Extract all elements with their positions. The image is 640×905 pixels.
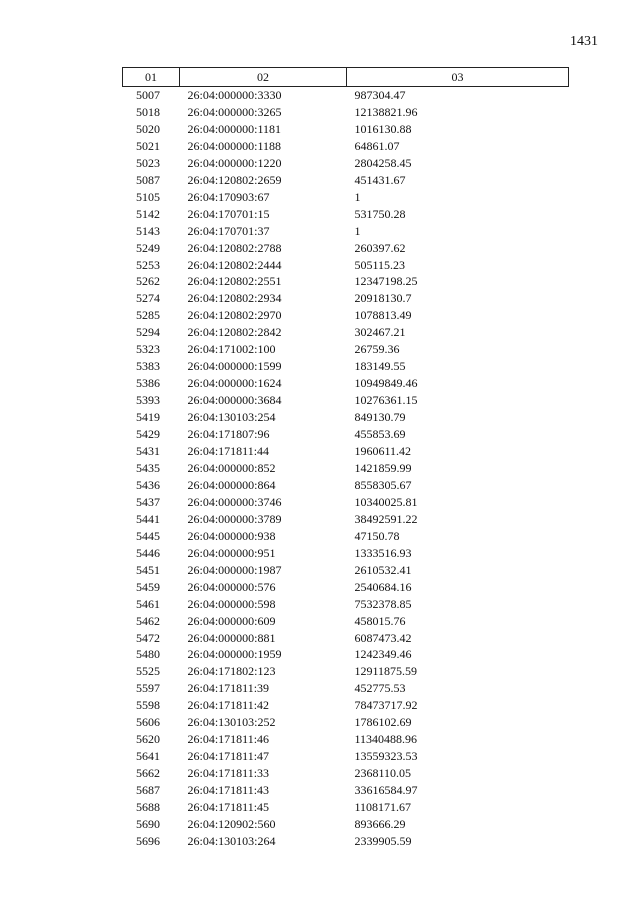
value-cell: 1421859.99 (354, 460, 412, 475)
row-number-cell: 5294 (136, 325, 160, 340)
cadastral-number-cell: 26:04:130103:264 (187, 833, 276, 848)
table-row (123, 104, 569, 121)
cadastral-number-cell: 26:04:000000:576 (187, 579, 276, 594)
column-header-01: 01 (123, 68, 180, 87)
cadastral-number-cell: 26:04:000000:1599 (187, 359, 282, 374)
row-number-cell: 5606 (136, 715, 160, 730)
row-number-cell: 5597 (136, 681, 160, 696)
cadastral-number-cell: 26:04:000000:3789 (187, 511, 282, 526)
row-number-cell: 5525 (136, 664, 160, 679)
value-cell: 451431.67 (354, 172, 406, 187)
cadastral-number-cell: 26:04:000000:609 (187, 613, 276, 628)
data-table-container (122, 67, 568, 850)
data-table (122, 67, 569, 850)
row-number-cell: 5480 (136, 647, 160, 662)
value-cell: 10340025.81 (354, 494, 418, 509)
cadastral-number-cell: 26:04:171811:46 (187, 732, 270, 747)
table-row (123, 307, 569, 324)
table-row (123, 189, 569, 206)
value-cell: 1786102.69 (354, 715, 412, 730)
value-cell: 302467.21 (354, 325, 406, 340)
row-number-cell: 5274 (136, 291, 160, 306)
value-cell: 893666.29 (354, 816, 406, 831)
cadastral-number-cell: 26:04:000000:3746 (187, 494, 282, 509)
table-row (123, 663, 569, 680)
row-number-cell: 5383 (136, 359, 160, 374)
row-number-cell: 5451 (136, 562, 160, 577)
value-cell: 6087473.42 (354, 630, 412, 645)
row-number-cell: 5419 (136, 410, 160, 425)
cadastral-number-cell: 26:04:000000:3330 (187, 88, 282, 102)
cadastral-number-cell: 26:04:120802:2659 (187, 172, 282, 187)
table-row (123, 443, 569, 460)
table-row (123, 545, 569, 562)
value-cell: 1 (354, 223, 361, 238)
table-header (123, 68, 569, 87)
row-number-cell: 5023 (136, 155, 160, 170)
cadastral-number-cell: 26:04:171811:39 (187, 681, 270, 696)
row-number-cell: 5688 (136, 800, 160, 815)
value-cell: 183149.55 (354, 359, 406, 374)
table-row (123, 392, 569, 409)
table-row (123, 765, 569, 782)
row-number-cell: 5249 (136, 240, 160, 255)
cadastral-number-cell: 26:04:000000:1624 (187, 376, 282, 391)
cadastral-number-cell: 26:04:000000:3265 (187, 104, 282, 119)
row-number-cell: 5431 (136, 444, 160, 459)
header-row (123, 68, 569, 87)
row-number-cell: 5262 (136, 274, 160, 289)
cadastral-number-cell: 26:04:120802:2551 (187, 274, 282, 289)
value-cell: 987304.47 (354, 88, 406, 102)
table-row (123, 290, 569, 307)
table-row (123, 375, 569, 392)
cadastral-number-cell: 26:04:170701:15 (187, 206, 270, 221)
cadastral-number-cell: 26:04:000000:3684 (187, 393, 282, 408)
column-header-03: 03 (347, 68, 569, 87)
row-number-cell: 5472 (136, 630, 160, 645)
value-cell: 2339905.59 (354, 833, 412, 848)
row-number-cell: 5620 (136, 732, 160, 747)
row-number-cell: 5323 (136, 342, 160, 357)
value-cell: 20918130.7 (354, 291, 412, 306)
row-number-cell: 5393 (136, 393, 160, 408)
table-row (123, 87, 569, 104)
cadastral-number-cell: 26:04:120802:2444 (187, 257, 282, 272)
row-number-cell: 5021 (136, 138, 160, 153)
value-cell: 455853.69 (354, 427, 406, 442)
cadastral-number-cell: 26:04:120902:560 (187, 816, 276, 831)
table-row (123, 155, 569, 172)
table-row (123, 646, 569, 663)
value-cell: 13559323.53 (354, 749, 418, 764)
value-cell: 452775.53 (354, 681, 406, 696)
cadastral-number-cell: 26:04:130103:254 (187, 410, 276, 425)
cadastral-number-cell: 26:04:120802:2934 (187, 291, 282, 306)
value-cell: 26759.36 (354, 342, 400, 357)
table-row (123, 257, 569, 274)
value-cell: 2368110.05 (354, 766, 412, 781)
cadastral-number-cell: 26:04:120802:2970 (187, 308, 282, 323)
value-cell: 7532378.85 (354, 596, 412, 611)
cadastral-number-cell: 26:04:000000:938 (187, 528, 276, 543)
value-cell: 2610532.41 (354, 562, 412, 577)
table-row (123, 799, 569, 816)
cadastral-number-cell: 26:04:000000:1181 (187, 121, 282, 136)
table-row (123, 477, 569, 494)
value-cell: 33616584.97 (354, 783, 418, 798)
table-row (123, 630, 569, 647)
value-cell: 1016130.88 (354, 121, 412, 136)
cadastral-number-cell: 26:04:171811:42 (187, 698, 270, 713)
cadastral-number-cell: 26:04:171811:45 (187, 800, 270, 815)
row-number-cell: 5018 (136, 104, 160, 119)
table-row (123, 121, 569, 138)
value-cell: 2540684.16 (354, 579, 412, 594)
table-row (123, 697, 569, 714)
value-cell: 458015.76 (354, 613, 406, 628)
row-number-cell: 5461 (136, 596, 160, 611)
cadastral-number-cell: 26:04:171811:43 (187, 783, 270, 798)
cadastral-number-cell: 26:04:171811:44 (187, 444, 270, 459)
cadastral-number-cell: 26:04:000000:864 (187, 477, 276, 492)
row-number-cell: 5446 (136, 545, 160, 560)
row-number-cell: 5690 (136, 816, 160, 831)
table-row (123, 596, 569, 613)
row-number-cell: 5598 (136, 698, 160, 713)
row-number-cell: 5641 (136, 749, 160, 764)
value-cell: 11340488.96 (354, 732, 418, 747)
row-number-cell: 5459 (136, 579, 160, 594)
value-cell: 10276361.15 (354, 393, 418, 408)
cadastral-number-cell: 26:04:170903:67 (187, 189, 270, 204)
value-cell: 10949849.46 (354, 376, 418, 391)
cadastral-number-cell: 26:04:171811:47 (187, 749, 270, 764)
value-cell: 64861.07 (354, 138, 400, 153)
value-cell: 1333516.93 (354, 545, 412, 560)
table-row (123, 138, 569, 155)
table-row (123, 273, 569, 290)
value-cell: 2804258.45 (354, 155, 412, 170)
table-row (123, 579, 569, 596)
table-row (123, 782, 569, 799)
cadastral-number-cell: 26:04:000000:852 (187, 460, 276, 475)
cadastral-number-cell: 26:04:171807:96 (187, 427, 270, 442)
row-number-cell: 5437 (136, 494, 160, 509)
value-cell: 849130.79 (354, 410, 406, 425)
value-cell: 505115.23 (354, 257, 406, 272)
row-number-cell: 5662 (136, 766, 160, 781)
table-row (123, 833, 569, 850)
cadastral-number-cell: 26:04:130103:252 (187, 715, 276, 730)
table-row (123, 731, 569, 748)
row-number-cell: 5386 (136, 376, 160, 391)
table-row (123, 562, 569, 579)
cadastral-number-cell: 26:04:170701:37 (187, 223, 270, 238)
value-cell: 1 (354, 189, 361, 204)
table-row (123, 409, 569, 426)
cadastral-number-cell: 26:04:120802:2842 (187, 325, 282, 340)
value-cell: 1108171.67 (354, 800, 412, 815)
table-body (123, 87, 569, 850)
row-number-cell: 5462 (136, 613, 160, 628)
row-number-cell: 5020 (136, 121, 160, 136)
row-number-cell: 5429 (136, 427, 160, 442)
value-cell: 531750.28 (354, 206, 406, 221)
value-cell: 12347198.25 (354, 274, 418, 289)
page-number: 1431 (570, 34, 598, 49)
row-number-cell: 5687 (136, 783, 160, 798)
cadastral-number-cell: 26:04:120802:2788 (187, 240, 282, 255)
row-number-cell: 5007 (136, 88, 160, 102)
value-cell: 78473717.92 (354, 698, 418, 713)
cadastral-number-cell: 26:04:000000:881 (187, 630, 276, 645)
table-row (123, 748, 569, 765)
cadastral-number-cell: 26:04:171002:100 (187, 342, 276, 357)
table-row (123, 240, 569, 257)
row-number-cell: 5087 (136, 172, 160, 187)
cadastral-number-cell: 26:04:000000:598 (187, 596, 276, 611)
value-cell: 47150.78 (354, 528, 400, 543)
table-row (123, 511, 569, 528)
value-cell: 12138821.96 (354, 104, 418, 119)
value-cell: 1242349.46 (354, 647, 412, 662)
table-row (123, 324, 569, 341)
row-number-cell: 5435 (136, 460, 160, 475)
value-cell: 8558305.67 (354, 477, 412, 492)
table-row (123, 358, 569, 375)
table-row (123, 206, 569, 223)
cadastral-number-cell: 26:04:000000:1220 (187, 155, 282, 170)
row-number-cell: 5441 (136, 511, 160, 526)
cadastral-number-cell: 26:04:171802:123 (187, 664, 276, 679)
table-row (123, 816, 569, 833)
value-cell: 1960611.42 (354, 444, 412, 459)
table-row (123, 613, 569, 630)
row-number-cell: 5445 (136, 528, 160, 543)
table-row (123, 714, 569, 731)
row-number-cell: 5696 (136, 833, 160, 848)
row-number-cell: 5436 (136, 477, 160, 492)
value-cell: 260397.62 (354, 240, 406, 255)
table-row (123, 341, 569, 358)
table-row (123, 528, 569, 545)
row-number-cell: 5285 (136, 308, 160, 323)
cadastral-number-cell: 26:04:000000:1959 (187, 647, 282, 662)
table-row (123, 426, 569, 443)
row-number-cell: 5143 (136, 223, 160, 238)
cadastral-number-cell: 26:04:000000:1188 (187, 138, 282, 153)
table-row (123, 680, 569, 697)
row-number-cell: 5105 (136, 189, 160, 204)
row-number-cell: 5253 (136, 257, 160, 272)
value-cell: 12911875.59 (354, 664, 418, 679)
table-row (123, 223, 569, 240)
table-row (123, 494, 569, 511)
table-row (123, 172, 569, 189)
table-row (123, 460, 569, 477)
value-cell: 1078813.49 (354, 308, 412, 323)
cadastral-number-cell: 26:04:171811:33 (187, 766, 270, 781)
value-cell: 38492591.22 (354, 511, 418, 526)
cadastral-number-cell: 26:04:000000:1987 (187, 562, 282, 577)
row-number-cell: 5142 (136, 206, 160, 221)
cadastral-number-cell: 26:04:000000:951 (187, 545, 276, 560)
column-header-02: 02 (180, 68, 347, 87)
